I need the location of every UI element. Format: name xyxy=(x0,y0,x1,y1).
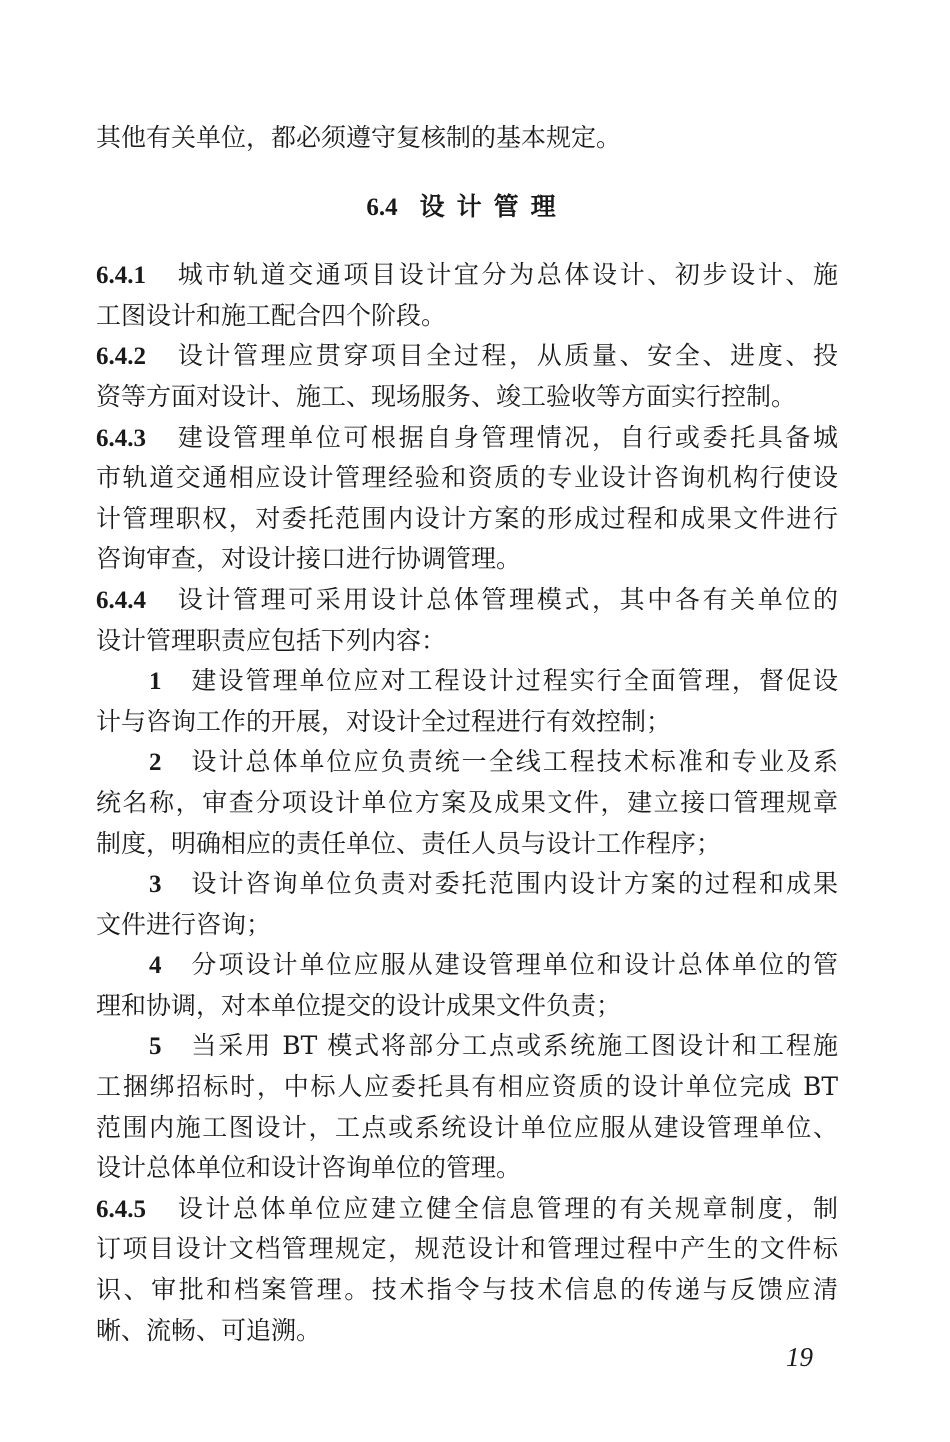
clause-text: 城市轨道交通项目设计宜分为总体设计、初步设计、施 xyxy=(177,260,838,290)
clause-6-4-3-line-4: 咨询审查，对设计接口进行协调管理。 xyxy=(96,544,522,574)
list-item-3-line-1 xyxy=(96,864,838,905)
list-item-number: 3 xyxy=(149,871,162,899)
list-item-1-line-2: 计与咨询工作的开展，对设计全过程进行有效控制； xyxy=(96,706,672,736)
clause-number: 6.4.3 xyxy=(96,424,146,452)
list-item-3-line-2: 文件进行咨询； xyxy=(96,909,272,939)
clause-number: 6.4.1 xyxy=(96,262,146,290)
clause-6-4-1-line-1 xyxy=(96,255,838,296)
clause-6-4-3-line-3: 计管理职权，对委托范围内设计方案的形成过程和成果文件进行 xyxy=(96,503,838,533)
clause-6-4-5-line-2: 订项目设计文档管理规定，规范设计和管理过程中产生的文件标 xyxy=(96,1234,838,1264)
list-item-4-line-1 xyxy=(96,945,838,986)
clause-text: 设计管理应贯穿项目全过程，从质量、安全、进度、投 xyxy=(177,341,838,371)
clause-number: 6.4.2 xyxy=(96,343,146,371)
clause-6-4-4-line-1 xyxy=(96,580,838,621)
list-item-2-line-1 xyxy=(96,742,838,783)
page-number: 19 xyxy=(786,1342,813,1372)
section-heading xyxy=(96,187,838,228)
clause-6-4-3-line-2: 市轨道交通相应设计管理经验和资质的专业设计咨询机构行使设 xyxy=(96,463,838,493)
clause-number: 6.4.4 xyxy=(96,586,146,614)
clause-6-4-5-line-3: 识、审批和档案管理。技术指令与技术信息的传递与反馈应清 xyxy=(96,1275,838,1305)
clause-6-4-5-line-4: 晰、流畅、可追溯。 xyxy=(96,1315,322,1345)
list-item-text: 建设管理单位应对工程设计过程实行全面管理，督促设 xyxy=(191,666,838,696)
list-item-5-line-3: 范围内施工图设计，工点或系统设计单位应服从建设管理单位、 xyxy=(96,1112,838,1142)
clause-number: 6.4.5 xyxy=(96,1195,146,1223)
clause-text: 建设管理单位可根据自身管理情况，自行或委托具备城 xyxy=(177,422,838,452)
clause-6-4-5-line-1 xyxy=(96,1189,838,1230)
clause-6-4-2-line-1 xyxy=(96,336,838,377)
clause-6-4-1-line-2: 工图设计和施工配合四个阶段。 xyxy=(96,300,447,330)
clause-6-4-4-line-2: 设计管理职责应包括下列内容： xyxy=(96,625,447,655)
intro-line: 其他有关单位，都必须遵守复核制的基本规定。 xyxy=(96,123,622,152)
section-title: 设计管理 xyxy=(419,191,568,221)
document-page xyxy=(96,118,838,1351)
list-item-text: 设计咨询单位负责对委托范围内设计方案的过程和成果 xyxy=(191,869,838,899)
clause-text: 设计管理可采用设计总体管理模式，其中各有关单位的 xyxy=(177,584,838,614)
list-item-number: 5 xyxy=(149,1033,162,1061)
clause-text: 设计总体单位应建立健全信息管理的有关规章制度，制 xyxy=(177,1193,838,1223)
list-item-text: 分项设计单位应服从建设管理单位和设计总体单位的管 xyxy=(191,950,838,980)
list-item-5-line-4: 设计总体单位和设计咨询单位的管理。 xyxy=(96,1153,522,1183)
list-item-2-line-3: 制度，明确相应的责任单位、责任人员与设计工作程序； xyxy=(96,828,722,858)
list-item-text: 设计总体单位应负责统一全线工程技术标准和专业及系 xyxy=(191,747,838,777)
list-item-number: 2 xyxy=(149,749,162,777)
clause-6-4-3-line-1 xyxy=(96,418,838,459)
list-item-5-line-1 xyxy=(96,1026,838,1067)
clause-6-4-2-line-2: 资等方面对设计、施工、现场服务、竣工验收等方面实行控制。 xyxy=(96,381,797,411)
list-item-number: 1 xyxy=(149,668,162,696)
list-item-2-line-2: 统名称，审查分项设计单位方案及成果文件，建立接口管理规章 xyxy=(96,787,838,817)
list-item-number: 4 xyxy=(149,952,162,980)
list-item-text: 当采用 BT 模式将部分工点或系统施工图设计和工程施 xyxy=(191,1031,838,1061)
list-item-5-line-2: 工捆绑招标时，中标人应委托具有相应资质的设计单位完成 BT xyxy=(96,1072,838,1102)
section-number: 6.4 xyxy=(366,193,398,221)
list-item-4-line-2: 理和协调，对本单位提交的设计成果文件负责； xyxy=(96,990,622,1020)
list-item-1-line-1 xyxy=(96,661,838,702)
